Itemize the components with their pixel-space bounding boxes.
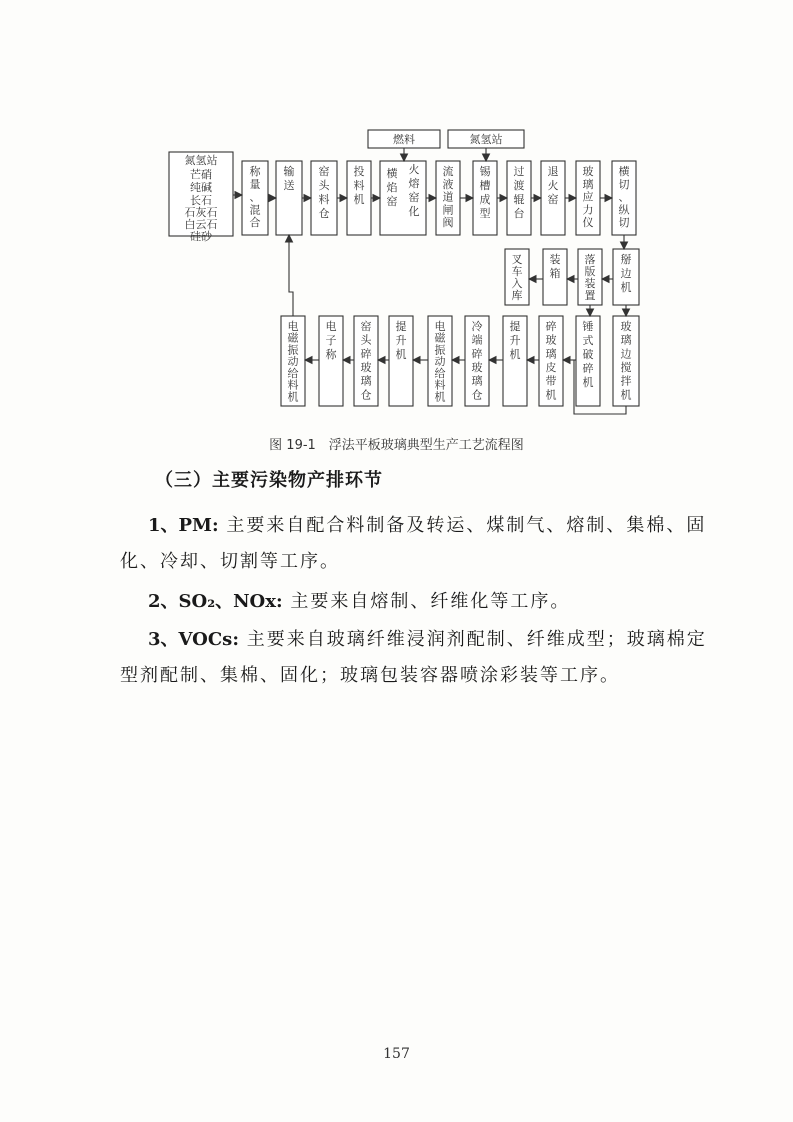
process-label: 送 [283,179,295,192]
process-label: 车 [511,265,523,278]
process-label: 火 [408,163,420,176]
nitrogen-hydrogen-label: 氮氢站 [469,133,503,146]
process-label: 纵 [618,203,630,217]
process-label: 料 [287,378,299,392]
process-label: 璃 [471,374,483,388]
raw-material-label: 硅砂 [190,230,212,243]
process-label: 振 [287,343,299,357]
raw-material-label: 芒硝 [190,168,212,181]
process-label: 提 [395,320,407,333]
process-label: 置 [584,289,596,302]
process-label: 称 [325,348,337,361]
process-label: 璃 [545,347,557,361]
process-label: 道 [442,190,454,204]
process-label: 锡 [479,165,491,178]
process-label: 碎 [582,362,594,375]
process-label: 叉 [511,253,523,266]
process-label: 带 [545,374,557,388]
process-label: 库 [511,289,523,302]
process-label: 电 [434,320,446,333]
process-label: 玻 [471,361,483,374]
process-label: 阀 [442,216,454,230]
flow-arrow [289,235,293,316]
process-label: 升 [509,334,521,347]
process-label: 仓 [360,388,372,402]
process-label: 仓 [471,388,483,402]
process-label: 横 [386,167,398,180]
process-label: 液 [442,177,454,191]
process-label: 仪 [582,216,594,230]
process-label: 玻 [545,333,557,347]
process-label: 过 [513,165,525,178]
process-label: 机 [620,388,632,402]
raw-material-label: 石灰石 [184,206,218,219]
raw-material-label: 长石 [190,194,212,207]
paragraph-vocs [120,622,710,694]
process-label: 破 [582,348,594,361]
paragraph-lead: 2、SO₂、NOx: [148,591,283,612]
process-label: 磁 [287,331,299,345]
process-label: 窑 [318,165,330,178]
process-label: 机 [434,390,446,404]
process-label: 磁 [434,331,446,345]
process-label: 机 [545,388,557,402]
process-label: 料 [353,179,365,192]
process-label: 箱 [549,267,561,280]
process-label: 璃 [582,177,594,191]
process-label: 槽 [479,179,491,192]
process-label: 化 [408,205,420,218]
process-label: 成 [479,193,491,206]
process-label: 振 [434,343,446,357]
process-label: 掰 [620,253,632,266]
process-label: 力 [582,203,594,217]
process-label: 流 [442,165,454,178]
process-label: 型 [479,207,491,220]
process-label: 横 [618,165,630,178]
process-label: 合 [249,216,261,230]
process-label: 混 [249,203,261,217]
process-label: 式 [582,334,594,347]
process-label: 仓 [318,207,330,220]
paragraph-lead: 3、VOCs: [148,629,239,650]
process-label: 子 [325,334,337,347]
process-label: 边 [620,267,632,280]
process-label: 辊 [513,193,525,206]
raw-material-label: 氮氢站 [184,154,218,167]
process-label: 搅 [620,361,632,374]
process-label: 火 [547,179,559,192]
process-label: 拌 [620,374,632,388]
raw-material-label: 白云石 [184,218,218,231]
process-label: 机 [509,348,521,361]
process-flow-diagram [0,0,793,470]
paragraph-so2-nox [120,584,710,620]
process-label: 焰 [386,181,398,194]
process-label: 、 [249,190,261,204]
process-label: 璃 [360,374,372,388]
paragraph-text: 主要来自配合料制备及转运、煤制气、熔制、集棉、固化、冷却、切割等工序。 [120,515,707,572]
process-label: 端 [471,333,483,347]
process-label: 窑 [547,193,559,206]
process-label: 给 [434,366,446,380]
process-label: 输 [283,165,295,178]
process-label: 皮 [545,361,557,374]
process-label: 台 [513,207,525,220]
process-label: 玻 [620,320,632,333]
process-label: 机 [287,390,299,404]
process-label: 熔 [408,177,420,190]
process-label: 料 [318,193,330,206]
process-label: 玻 [360,361,372,374]
process-label: 退 [547,165,559,178]
process-label: 机 [353,193,365,206]
process-label: 窑 [386,195,398,208]
page-number: 157 [383,1046,410,1062]
process-label: 升 [395,334,407,347]
process-label: 切 [618,216,630,230]
process-label: 落 [584,253,596,266]
process-label: 冷 [471,320,483,333]
process-label: 锤 [582,320,594,333]
paragraph-pm [120,508,710,580]
process-label: 切 [618,177,630,191]
process-label: 动 [287,355,299,369]
process-label: 、 [618,190,630,204]
paragraph-text: 主要来自玻璃纤维浸润剂配制、纤维成型；玻璃棉定型剂配制、集棉、固化；玻璃包装容器喷涂彩装等工序。 [120,629,707,686]
process-label: 头 [360,333,372,347]
process-label: 给 [287,366,299,380]
process-label: 碎 [545,320,557,333]
process-label: 版 [584,265,596,278]
figure-caption: 图 19-1 浮法平板玻璃典型生产工艺流程图 [269,438,524,453]
fuel-label: 燃料 [393,133,415,146]
process-label: 量 [249,177,261,191]
process-label: 头 [318,179,330,192]
process-label: 璃 [620,333,632,347]
process-label: 应 [582,190,594,204]
process-label: 称 [249,165,261,178]
process-label: 电 [287,320,299,333]
process-label: 闸 [442,203,454,217]
process-label: 窑 [408,191,420,204]
process-label: 入 [511,277,523,290]
process-label: 投 [353,165,365,178]
process-label: 机 [582,376,594,389]
process-label: 动 [434,355,446,369]
section-title: （三）主要污染物产排环节 [155,470,383,491]
process-label: 碎 [360,347,372,361]
process-label: 渡 [513,179,525,192]
process-label: 提 [509,320,521,333]
process-label: 碎 [471,347,483,361]
process-label: 机 [395,348,407,361]
paragraph-lead: 1、PM: [148,515,219,536]
process-label: 边 [620,347,632,361]
process-label: 装 [584,277,596,290]
process-label: 装 [549,253,561,266]
raw-material-label: 纯碱 [190,181,212,194]
process-label: 玻 [582,165,594,178]
process-label: 电 [325,320,337,333]
process-label: 料 [434,378,446,392]
process-label: 机 [620,281,632,294]
paragraph-text: 主要来自熔制、纤维化等工序。 [282,591,571,612]
process-label: 窑 [360,320,372,333]
